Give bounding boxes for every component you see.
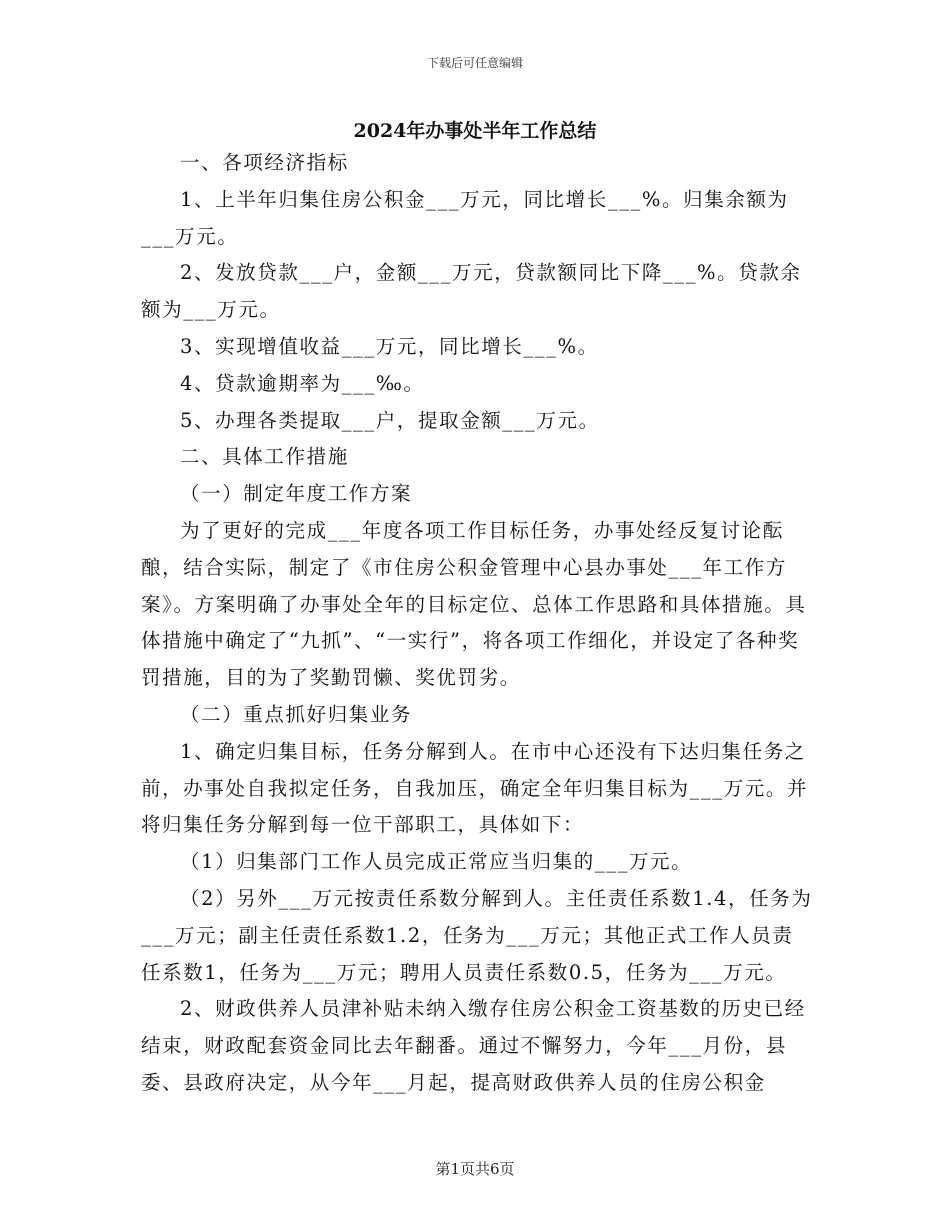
document-body xyxy=(141,145,813,1102)
subsection-heading-2: （二）重点抓好归集业务 xyxy=(180,702,413,726)
paragraph-finance: 2、财政供养人员津补贴未纳入缴存住房公积金工资基数的历史已经结束，财政配套资金同比去年翻番。通过不懈努力，今年___月份，县委、县政府决定，从今年___月起，提高财政供养人员的住房公积金 xyxy=(141,997,806,1094)
paragraph-work-plan: 为了更好的完成___年度各项工作目标任务，办事处经反复讨论酝酿，结合实际，制定了《市住房公积金管理中心县办事处___年工作方案》。方案明确了办事处全年的目标定位、总体工作思路和具体措施。具体措施中确定了“九抓”、“一实行”，将各项工作细化，并设定了各种奖罚措施，目的为了奖勤罚懒、奖优罚劣。 xyxy=(141,518,807,690)
paragraph-indicator-2: 2、发放贷款___户，金额___万元，贷款额同比下降___%。贷款余额为___万元。 xyxy=(141,261,802,322)
document-title: 2024年办事处半年工作总结 xyxy=(353,120,597,142)
section-heading-1: 一、各项经济指标 xyxy=(180,151,349,174)
paragraph-indicator-3: 3、实现增值收益___万元，同比增长___%。 xyxy=(180,334,599,358)
paragraph-collection-target: 1、确定归集目标，任务分解到人。在市中心还没有下达归集任务之前，办事处自我拟定任务，自我加压，确定全年归集目标为___万元。并将归集任务分解到每一位干部职工，具体如下： xyxy=(141,739,809,837)
paragraph-indicator-4: 4、贷款逾期率为___‰。 xyxy=(180,371,425,395)
paragraph-indicator-5: 5、办理各类提取___户，提取金额___万元。 xyxy=(180,408,600,432)
paragraph-item-1: （1）归集部门工作人员完成正常应当归集的___万元。 xyxy=(180,850,693,874)
section-heading-2: 二、具体工作措施 xyxy=(180,445,349,469)
paragraph-indicator-1: 1、上半年归集住房公积金___万元，同比增长___%。归集余额为___万元。 xyxy=(141,187,789,248)
paragraph-item-2: （2）另外___万元按责任系数分解到人。主任责任系数1.4，任务为___万元；副主任责任系数1.2，任务为___万元；其他正式工作人员责任系数1，任务为___万元；聘用人员责任系数0.5，任务为___万元。 xyxy=(141,886,813,984)
subsection-heading-1: （一）制定年度工作方案 xyxy=(180,482,413,506)
page-footer: 第1页共6页 xyxy=(435,1160,515,1178)
header-note: 下载后可任意编辑 xyxy=(426,56,523,70)
